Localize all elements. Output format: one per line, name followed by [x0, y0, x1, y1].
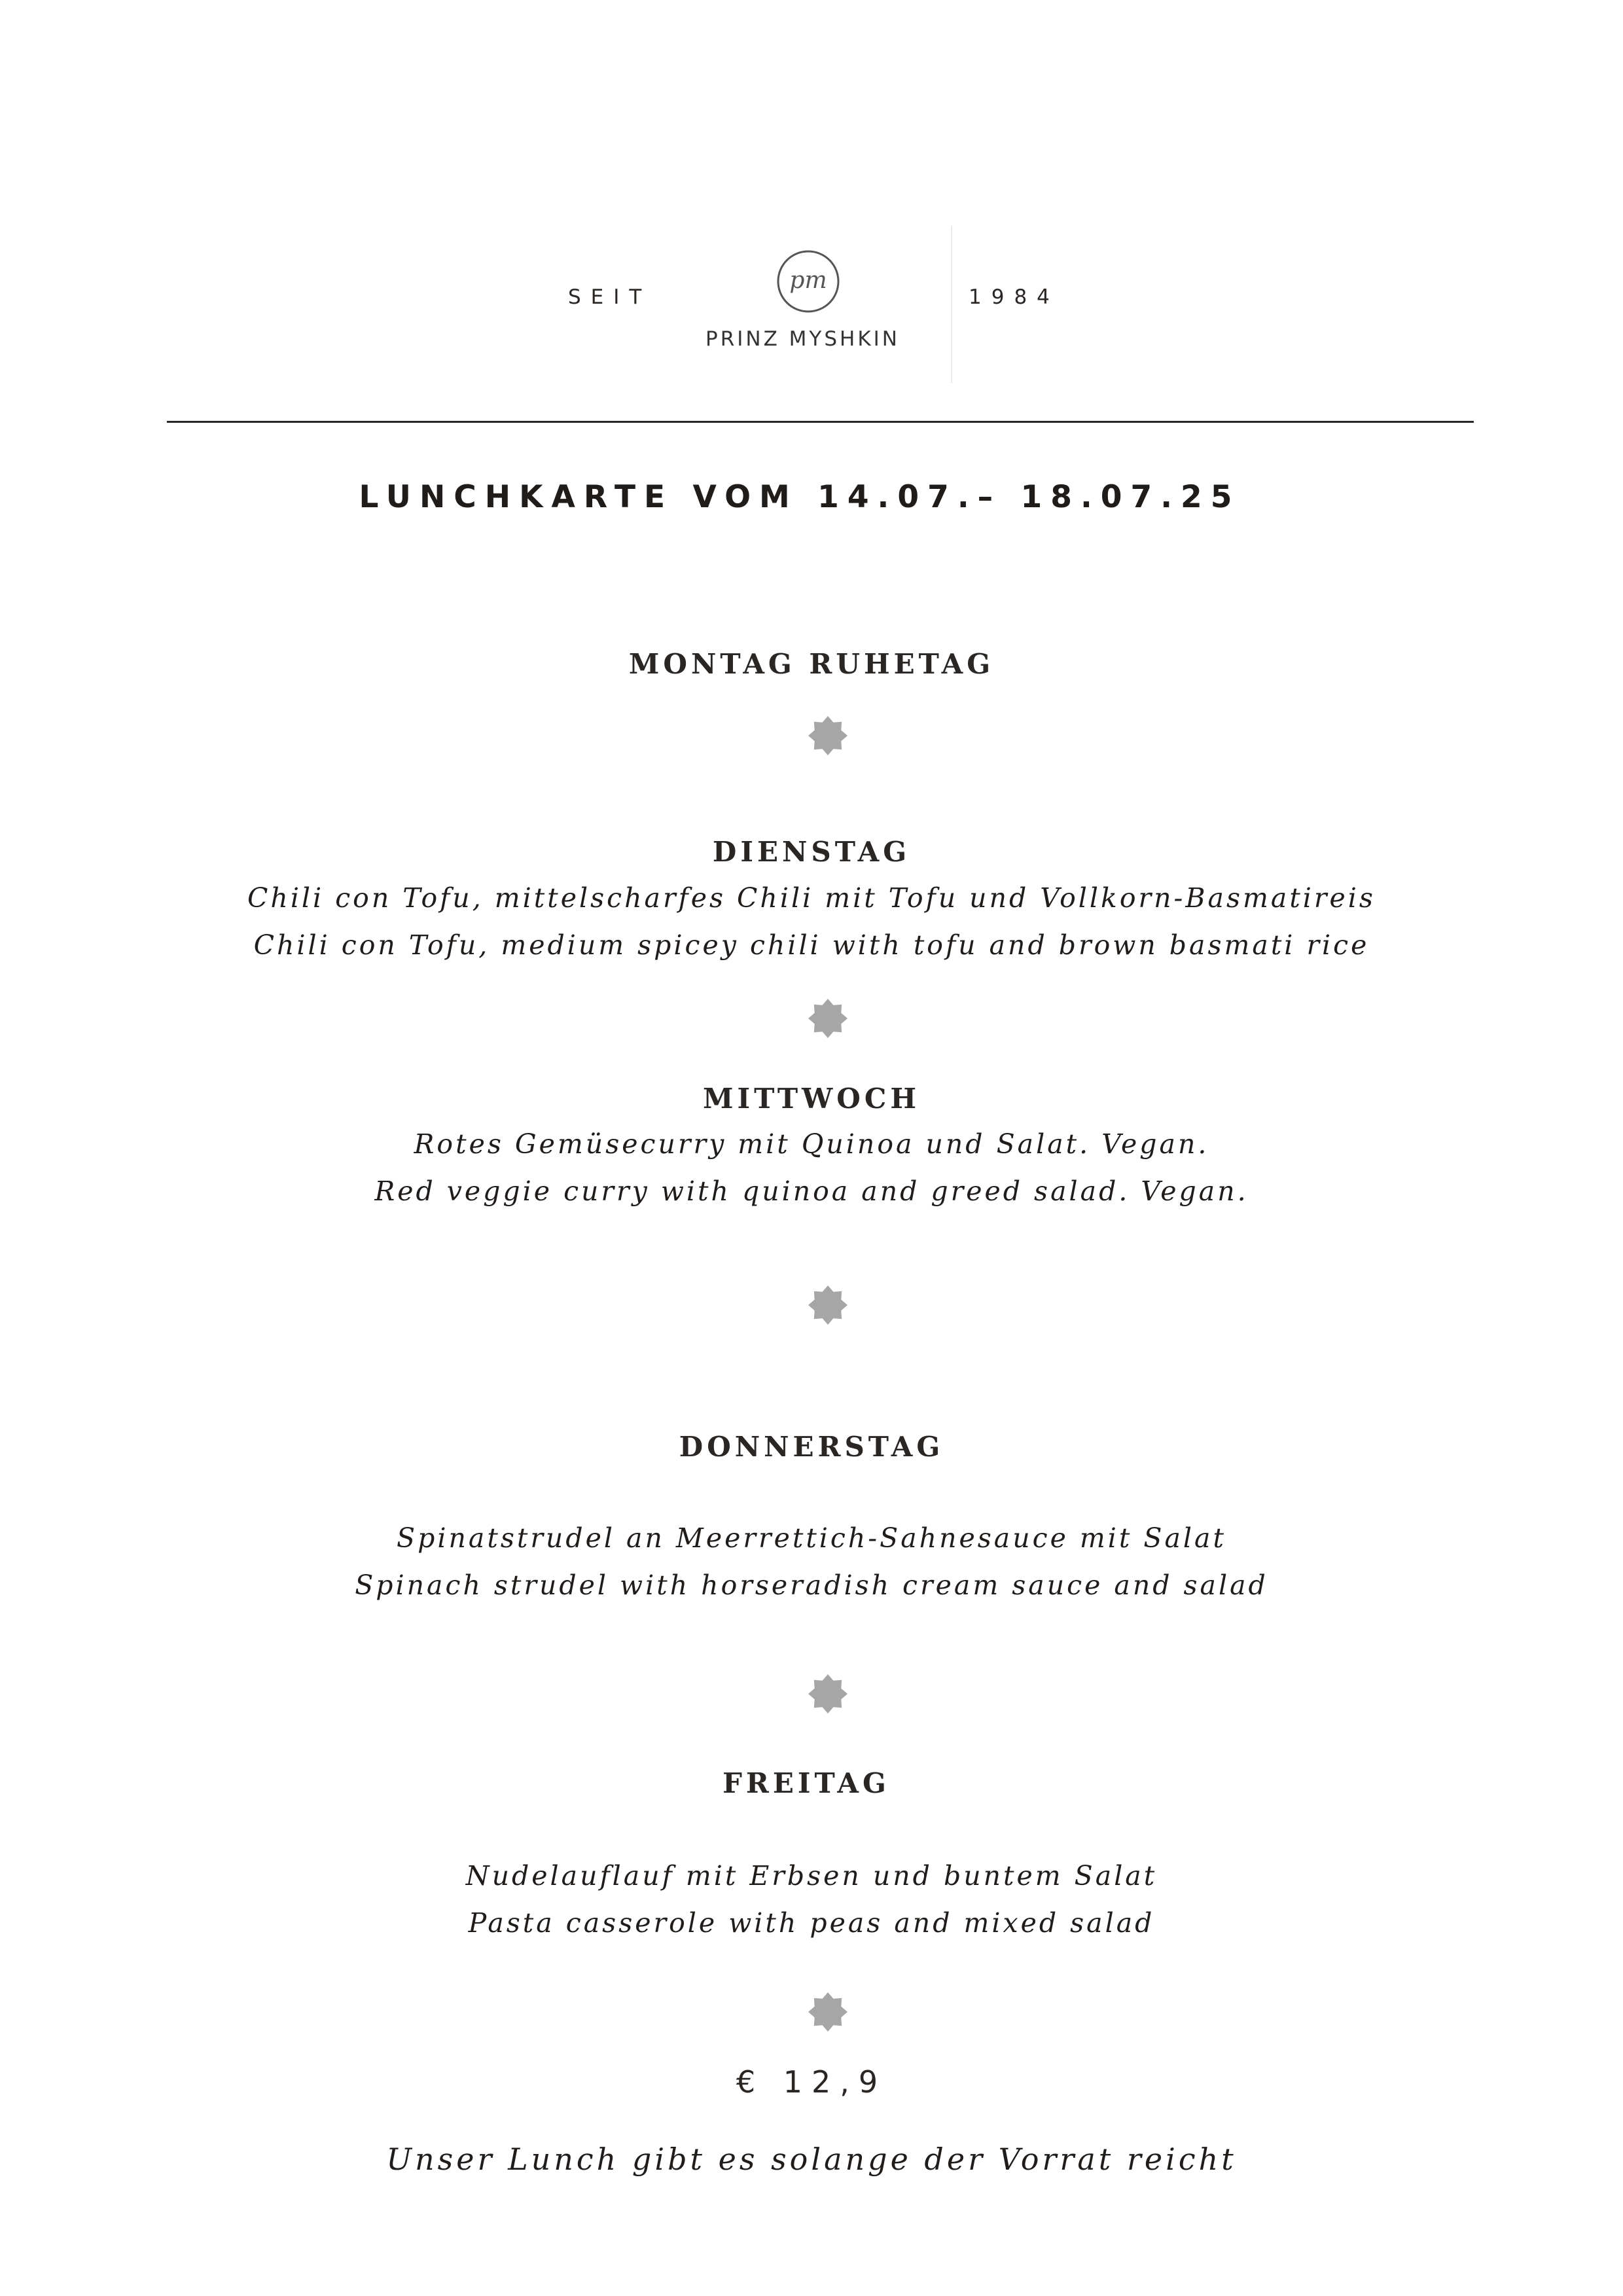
dish-line-de: Rotes Gemüsecurry mit Quinoa und Salat. Vegan. [414, 1128, 1209, 1160]
dish-line-en: Red veggie curry with quinoa and greed salad. Vegan. [374, 1175, 1249, 1207]
star-icon [807, 715, 849, 757]
day-heading-tuesday: DIENSTAG [712, 836, 911, 868]
day-heading-friday: FREITAG [722, 1767, 890, 1799]
logo-icon [772, 249, 844, 314]
header-left-text: SEIT [568, 285, 652, 309]
star-icon [807, 1284, 849, 1326]
star-icon [807, 1673, 849, 1715]
day-heading-thursday: DONNERSTAG [679, 1431, 944, 1463]
dish-line-de: Chili con Tofu, mittelscharfes Chili mit Tofu und Vollkorn-Basmatireis [247, 882, 1376, 914]
logo-monogram: pm [789, 267, 827, 294]
brand-name: PRINZ MYSHKIN [705, 327, 900, 351]
dish-line-en: Spinach strudel with horseradish cream sauce and salad [355, 1570, 1268, 1601]
price: € 12,9 [736, 2064, 887, 2100]
horizontal-rule [167, 421, 1474, 423]
star-icon [807, 1991, 849, 2033]
dish-line-de: Spinatstrudel an Meerrettich-Sahnesauce mit Salat [397, 1522, 1226, 1554]
day-heading-wednesday: MITTWOCH [702, 1083, 920, 1115]
page-title: LUNCHKARTE VOM 14.07.– 18.07.25 [359, 479, 1241, 515]
header-right-text: 1984 [969, 285, 1060, 309]
day-heading-monday: MONTAG RUHETAG [628, 648, 995, 680]
header-divider [951, 226, 952, 383]
star-icon [807, 997, 849, 1039]
footer-note: Unser Lunch gibt es solange der Vorrat reicht [386, 2142, 1237, 2177]
dish-line-en: Pasta casserole with peas and mixed salad [468, 1907, 1155, 1939]
dish-line-en: Chili con Tofu, medium spicey chili with tofu and brown basmati rice [253, 929, 1370, 961]
dish-line-de: Nudelauflauf mit Erbsen und buntem Salat [465, 1860, 1158, 1892]
